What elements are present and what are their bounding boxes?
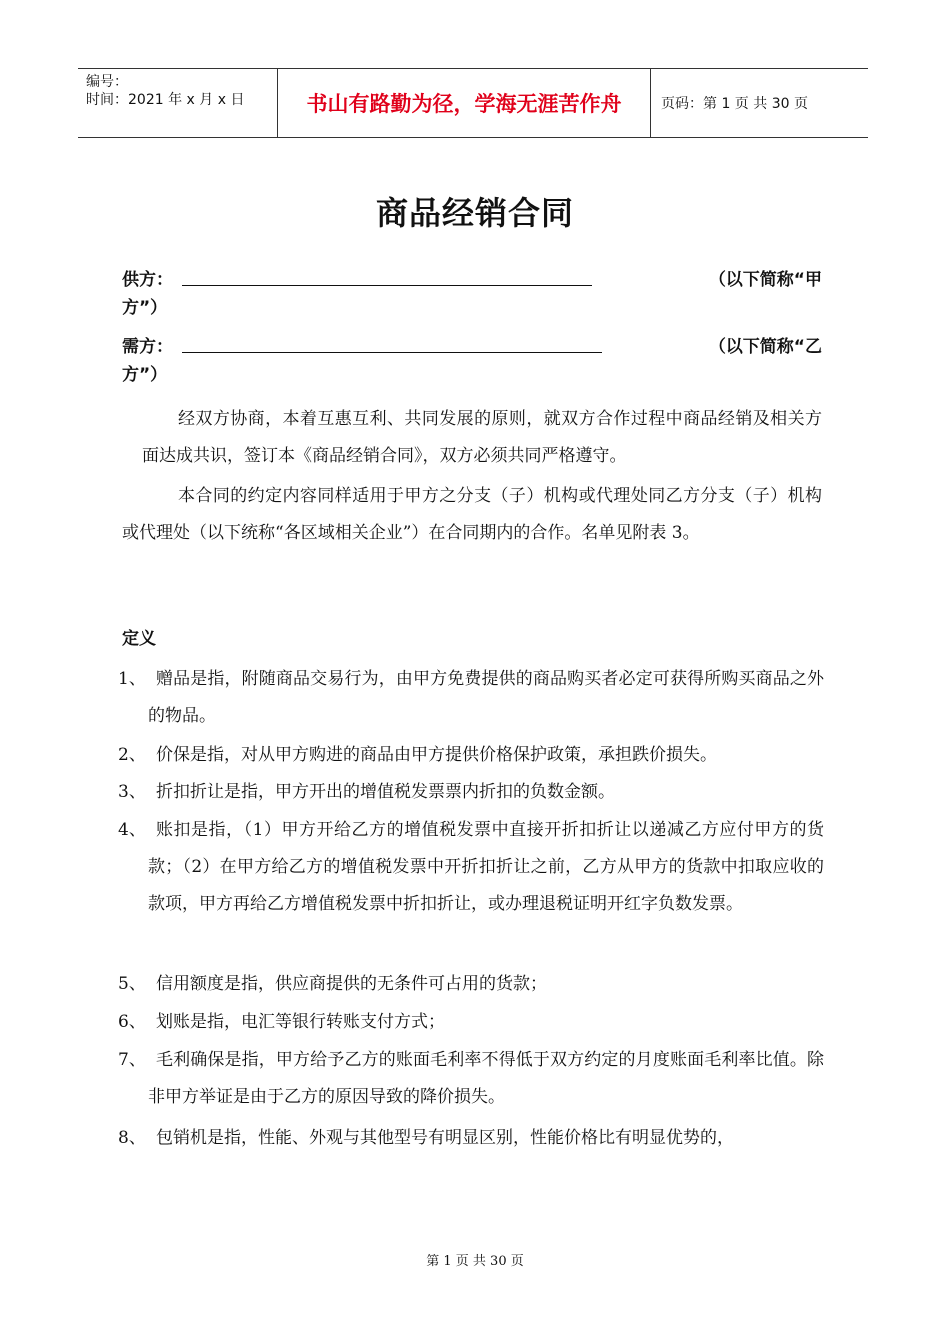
header-page-label: 页码：第 1 页 共 30 页: [661, 96, 808, 112]
intro-paragraph-1: 经双方协商，本着互惠互利、共同发展的原则，就双方合作过程中商品经销及相关方面达成共识，签订本《商品经销合同》，双方必须共同严格遵守。: [142, 409, 822, 466]
item-number: 5、: [118, 974, 146, 994]
time-label: 时间：2021 年 x 月 x 日: [86, 92, 245, 108]
item-number: 7、: [118, 1050, 146, 1070]
list-item: [118, 1042, 824, 1116]
item-text: 划账是指，电汇等银行转账支付方式；: [156, 1012, 445, 1032]
number-label: 编号：: [86, 74, 128, 90]
list-item: [118, 1120, 824, 1157]
intro-paragraph-2: 本合同的约定内容同样适用于甲方之分支（子）机构或代理处同乙方分支（子）机构或代理处（以下统称“各区域相关企业”）在合同期内的合作。名单见附表 3。: [122, 486, 822, 543]
buyer-label: 需方：: [122, 337, 173, 357]
item-number: 8、: [118, 1128, 146, 1148]
item-number: 2、: [118, 745, 146, 765]
item-text: 信用额度是指，供应商提供的无条件可占用的货款；: [156, 974, 547, 994]
document-title: 商品经销合同: [375, 194, 574, 232]
list-item: [118, 661, 824, 735]
buyer-abbr-cont: 方”）: [122, 365, 168, 385]
item-text: 赠品是指，附随商品交易行为，由甲方免费提供的商品购买者必定可获得所购买商品之外的物品。: [148, 669, 824, 726]
supplier-label: 供方：: [122, 270, 173, 290]
header-box: [78, 68, 868, 138]
list-item: [118, 774, 824, 811]
item-text: 价保是指，对从甲方购进的商品由甲方提供价格保护政策，承担跌价损失。: [156, 745, 717, 765]
list-item: [118, 737, 824, 774]
item-text: 账扣是指，（1）甲方开给乙方的增值税发票中直接开折扣折让以递减乙方应付甲方的货款；（2）在甲方给乙方的增值税发票中开折扣折让之前，乙方从甲方的货款中扣取应收的款项，甲方再给乙方增值税发票中折扣折让，或办理退税证明开红字负数发票。: [148, 820, 824, 914]
supplier-blank: [182, 285, 592, 286]
list-item: [118, 966, 824, 1003]
supplier-abbr-cont: 方”）: [122, 298, 168, 318]
item-number: 4、: [118, 820, 146, 840]
definitions-heading: 定义: [122, 629, 156, 649]
buyer-line: [122, 332, 822, 385]
header-motto: 书山有路勤为径，学海无涯苦作舟: [278, 69, 651, 137]
page-footer: 第 1 页 共 30 页: [426, 1254, 524, 1269]
item-text: 折扣折让是指，甲方开出的增值税发票票内折扣的负数金额。: [156, 782, 615, 802]
item-number: 6、: [118, 1012, 146, 1032]
item-text: 包销机是指，性能、外观与其他型号有明显区别，性能价格比有明显优势的，: [156, 1128, 734, 1148]
item-text: 毛利确保是指，甲方给予乙方的账面毛利率不得低于双方约定的月度账面毛利率比值。除非甲方举证是由于乙方的原因导致的降价损失。: [148, 1050, 824, 1107]
item-number: 1、: [118, 669, 146, 689]
supplier-line: [122, 265, 822, 318]
buyer-blank: [182, 352, 602, 353]
supplier-abbr: （以下简称“甲: [708, 270, 822, 290]
buyer-abbr: （以下简称“乙: [708, 337, 822, 357]
header-left: [78, 69, 278, 137]
item-number: 3、: [118, 782, 146, 802]
list-item: [118, 812, 824, 923]
list-item: [118, 1004, 824, 1041]
